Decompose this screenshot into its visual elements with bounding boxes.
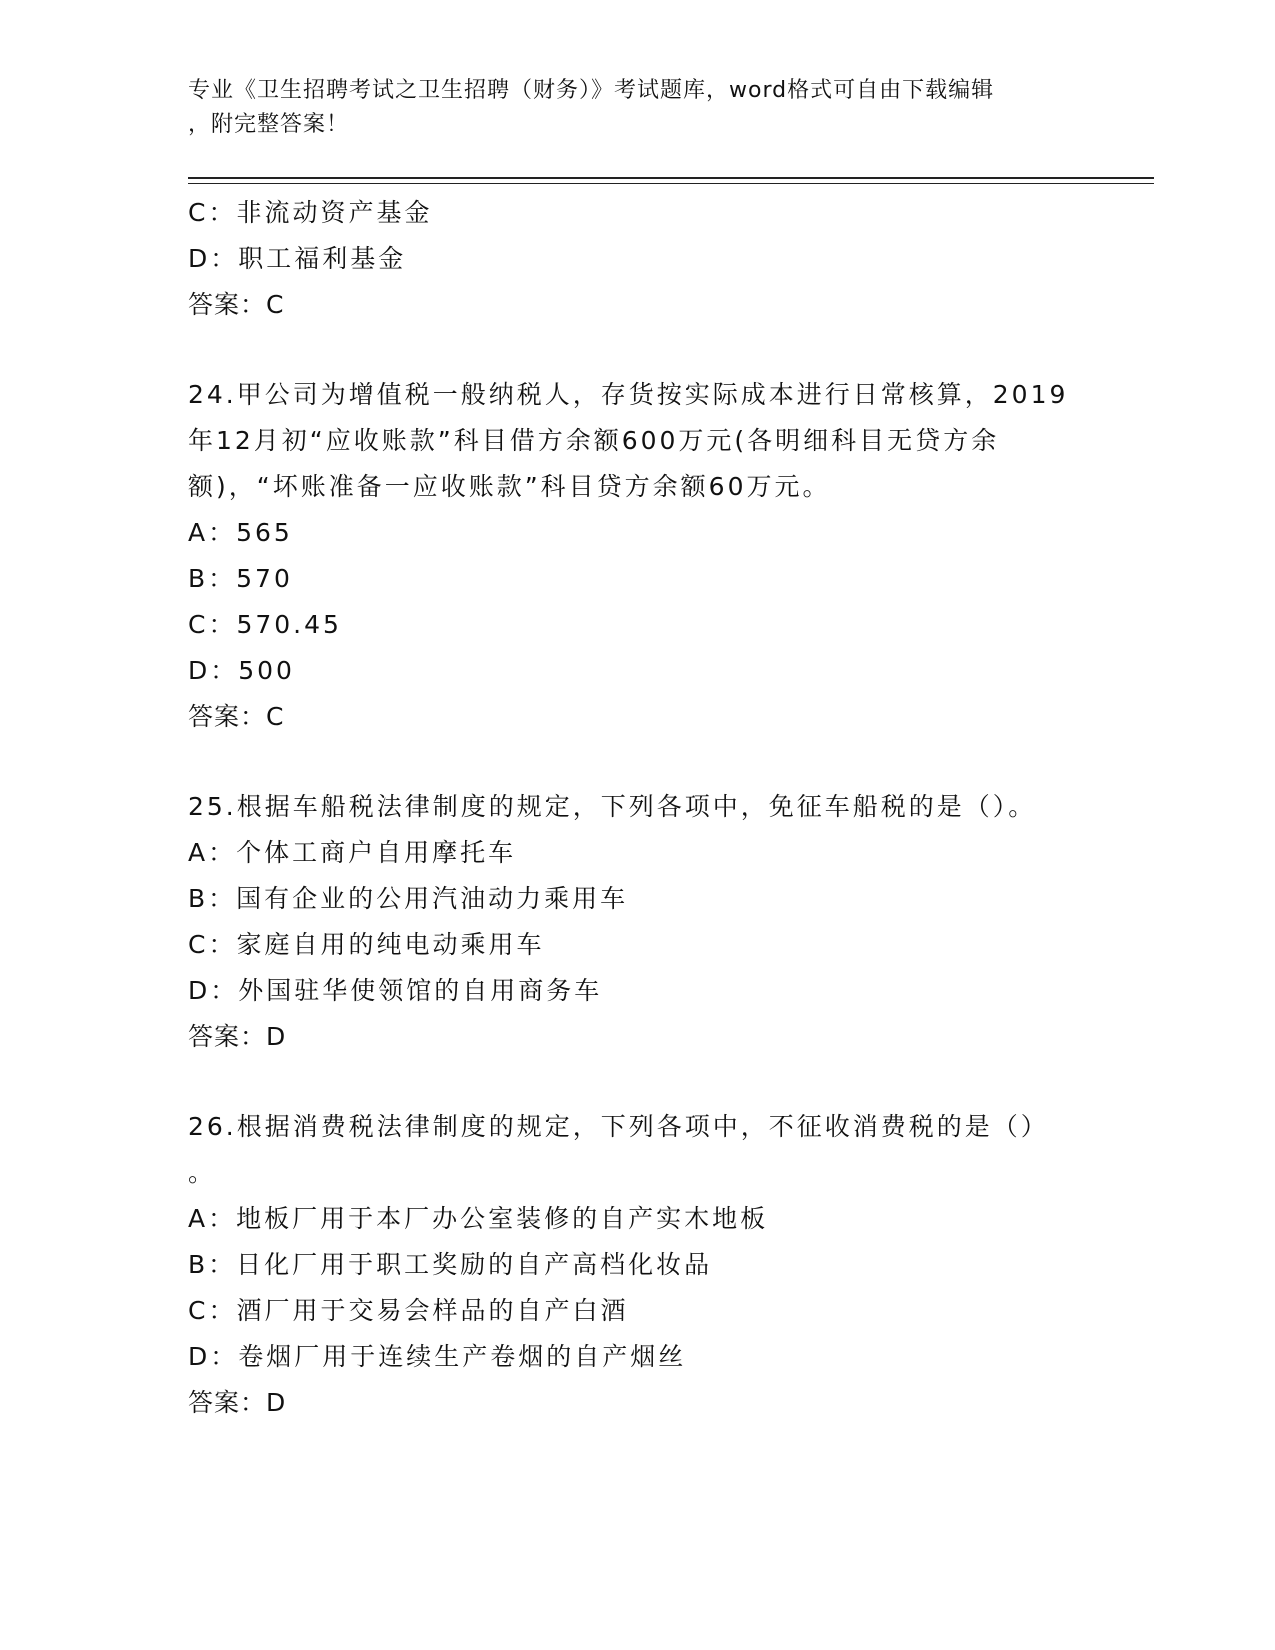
page-header <box>188 74 1088 142</box>
option-d: D：外国驻华使领馆的自用商务车 <box>188 976 603 1005</box>
option-b: B：570 <box>188 564 293 593</box>
question-stem-line: 25.根据车船税法律制度的规定，下列各项中，免征车船税的是（）。 <box>188 792 1037 821</box>
question-content <box>188 190 1088 1426</box>
question-26 <box>188 1104 1088 1426</box>
option-a: A：地板厂用于本厂办公室装修的自产实木地板 <box>188 1204 769 1233</box>
question-stem-line: 年12月初“应收账款”科目借方余额600万元(各明细科目无贷方余 <box>188 426 1000 455</box>
header-title-line1: 专业《卫生招聘考试之卫生招聘（财务）》考试题库，word格式可自由下载编辑 <box>188 78 995 103</box>
question-stem-line: 26.根据消费税法律制度的规定，下列各项中，不征收消费税的是（） <box>188 1112 1049 1141</box>
question-25 <box>188 784 1088 1060</box>
option-a: A：个体工商户自用摩托车 <box>188 838 517 867</box>
prev-question-block <box>188 190 1088 328</box>
option-d: D：500 <box>188 656 295 685</box>
header-title-line2: ，附完整答案！ <box>188 112 350 137</box>
header-divider-thick <box>188 177 1154 179</box>
answer-line: 答案：D <box>188 1022 287 1051</box>
spacer <box>188 740 1088 784</box>
option-c: C：570.45 <box>188 610 342 639</box>
question-stem-line: 。 <box>188 1158 217 1187</box>
question-stem-line: 额)，“坏账准备一应收账款”科目贷方余额60万元。 <box>188 472 831 501</box>
option-c: C：酒厂用于交易会样品的自产白酒 <box>188 1296 629 1325</box>
answer-line: 答案：C <box>188 702 285 731</box>
question-stem-line: 24.甲公司为增值税一般纳税人，存货按实际成本进行日常核算，2019 <box>188 380 1069 409</box>
question-24 <box>188 372 1088 740</box>
option-c: C：家庭自用的纯电动乘用车 <box>188 930 545 959</box>
option-d: D：职工福利基金 <box>188 244 407 273</box>
option-b: B：国有企业的公用汽油动力乘用车 <box>188 884 629 913</box>
header-divider-thin <box>188 183 1154 184</box>
option-c: C：非流动资产基金 <box>188 198 433 227</box>
spacer <box>188 1060 1088 1104</box>
answer-line: 答案：C <box>188 290 285 319</box>
spacer <box>188 328 1088 372</box>
option-b: B：日化厂用于职工奖励的自产高档化妆品 <box>188 1250 713 1279</box>
option-d: D：卷烟厂用于连续生产卷烟的自产烟丝 <box>188 1342 687 1371</box>
answer-line: 答案：D <box>188 1388 287 1417</box>
option-a: A：565 <box>188 518 293 547</box>
